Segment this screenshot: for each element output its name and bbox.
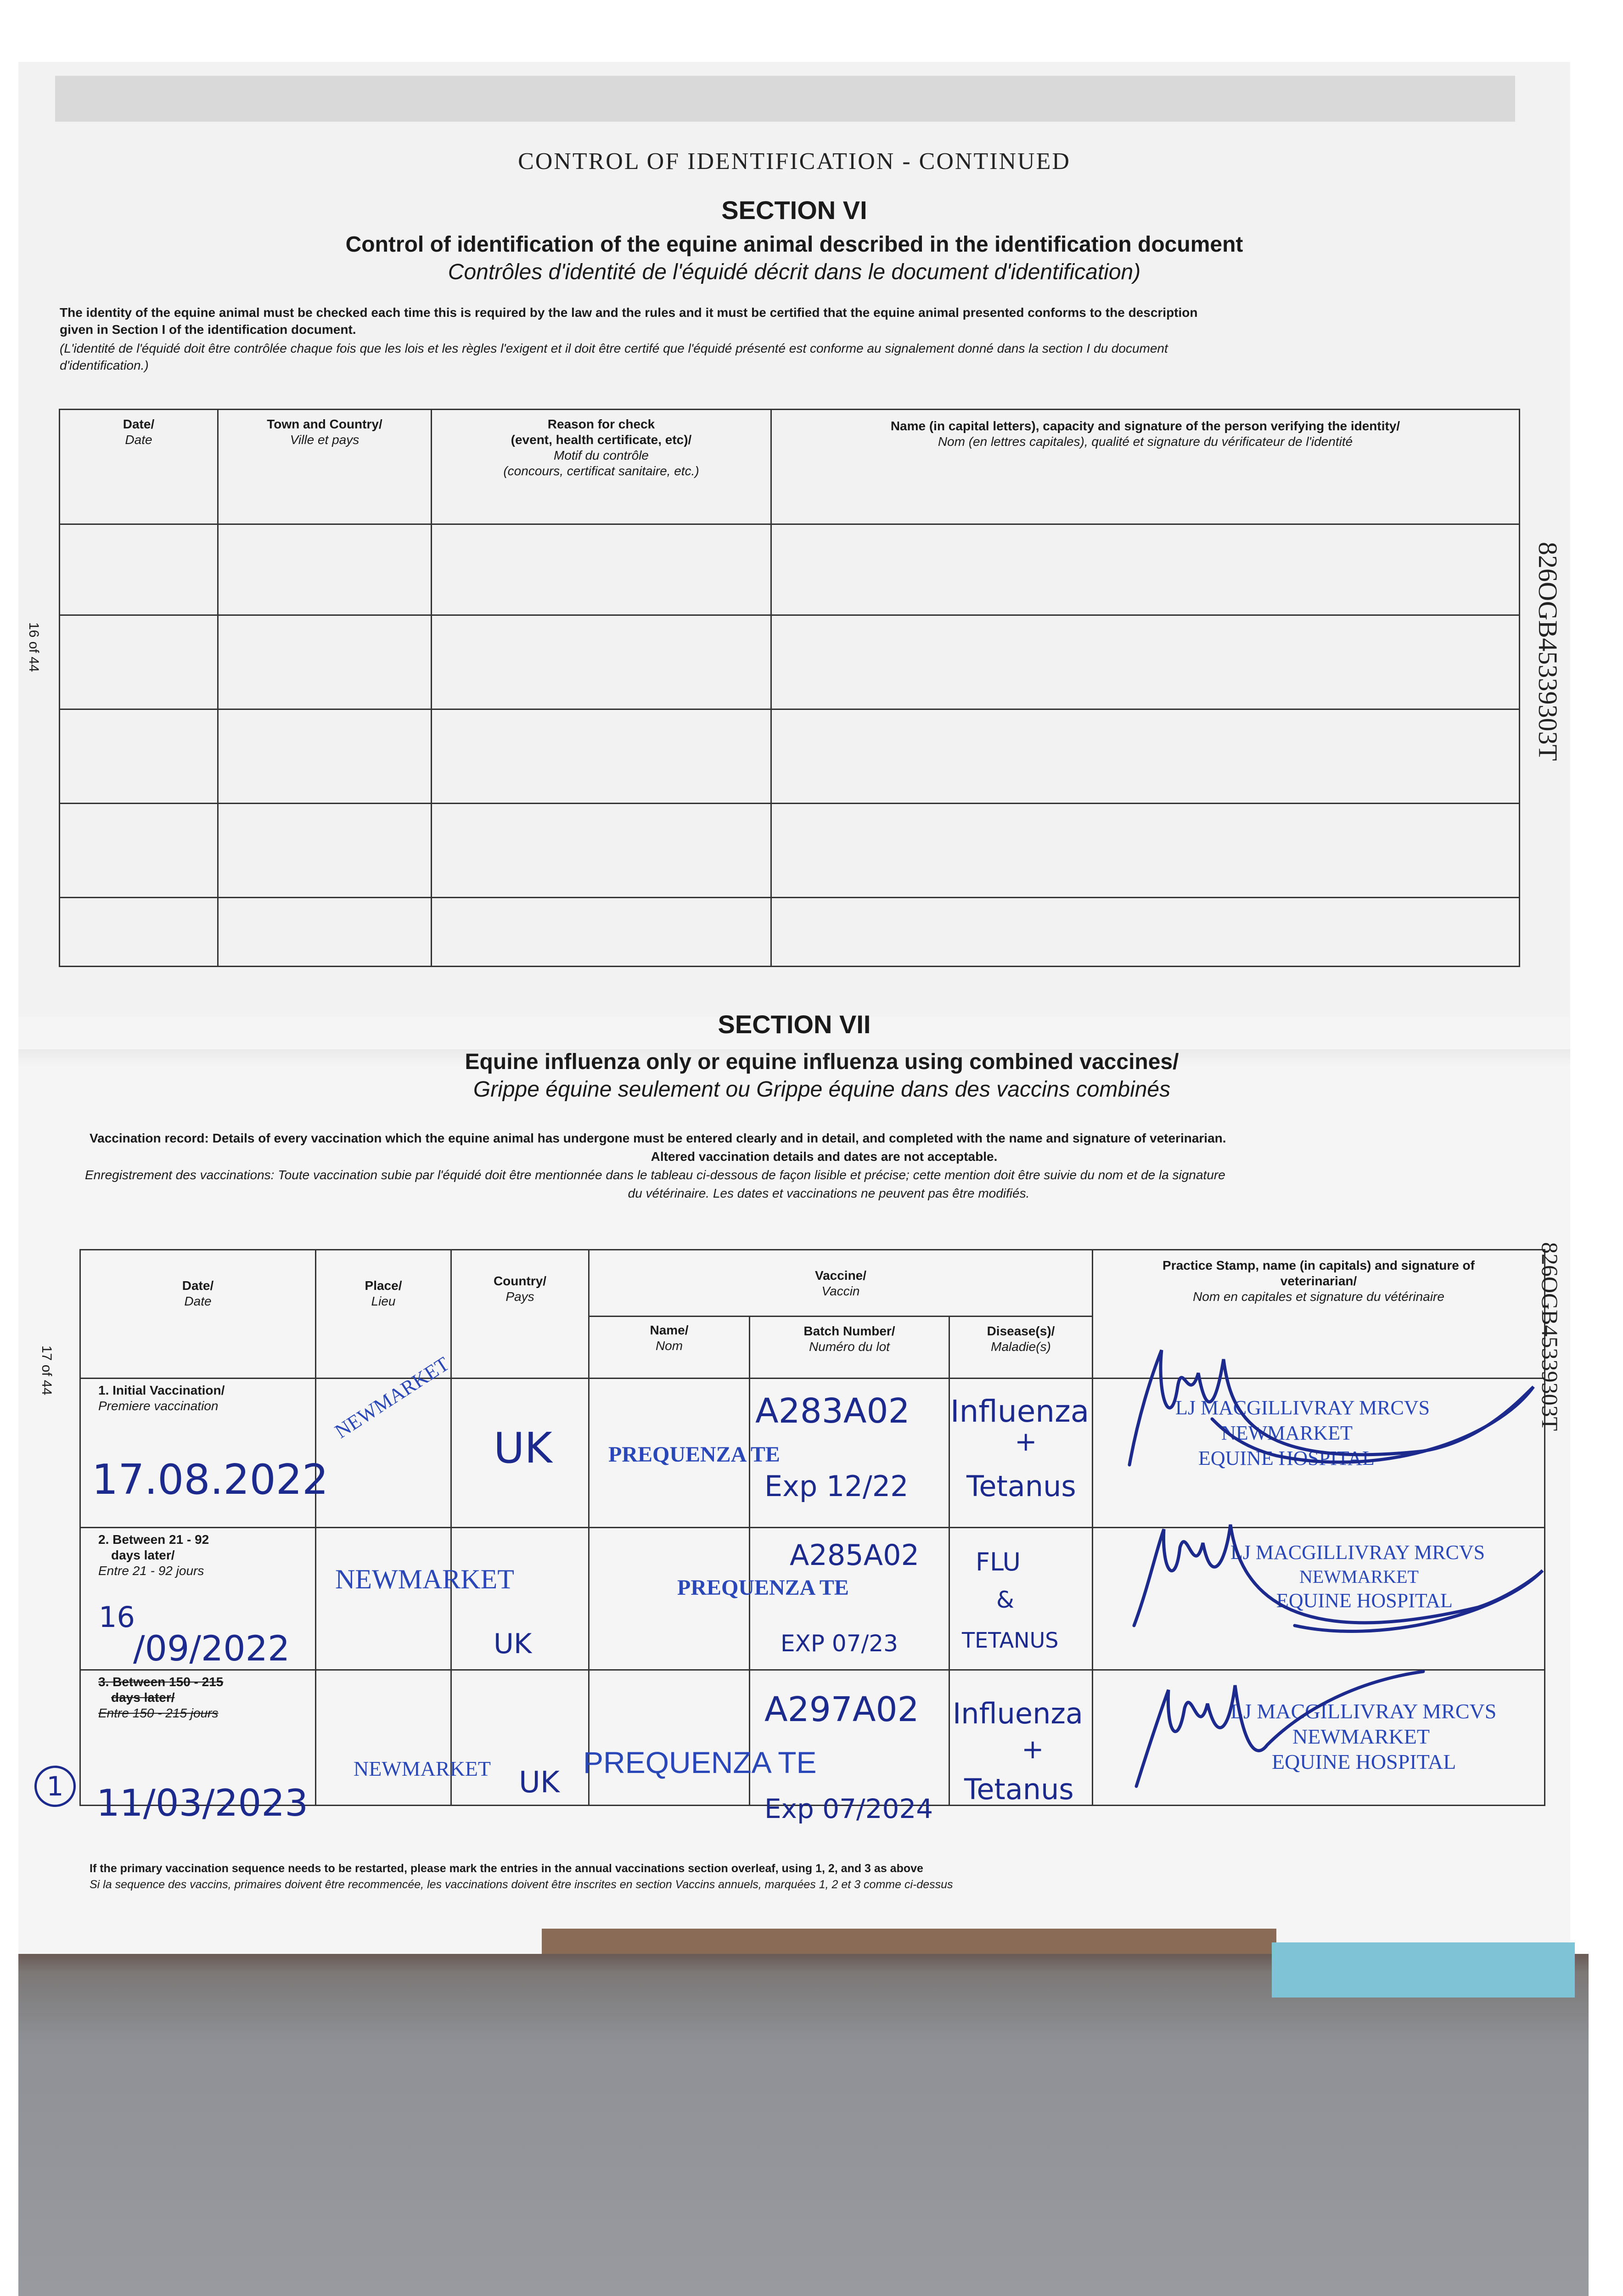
passport-number: 826OGB45339303T — [1533, 542, 1563, 761]
place-stamp: NEWMARKET — [331, 1352, 454, 1443]
vet-stamp-line-2: NEWMARKET — [1299, 1566, 1419, 1587]
col-vaccine-name: Name/ Nom — [650, 1323, 689, 1353]
disease-1: Influenza — [950, 1394, 1089, 1429]
col-town: Town and Country/ Ville et pays — [267, 417, 382, 447]
vet-signatures — [1102, 1332, 1561, 1837]
col-reason: Reason for check (event, health certificate, etc)/ Motif du contrôle (concours, certificat sanitaire, etc.) — [503, 417, 699, 478]
table-row — [60, 524, 1520, 615]
signature-1 — [1129, 1350, 1533, 1465]
vaccination-date: 11/03/2023 — [96, 1782, 309, 1824]
vet-stamp-line-3: EQUINE HOSPITAL — [1198, 1447, 1375, 1469]
row-label-initial: 1. Initial Vaccination/ Premiere vaccination — [98, 1383, 225, 1413]
row-label-second: 2. Between 21 - 92 days later/ Entre 21 - 92 jours — [98, 1532, 209, 1578]
signature-3 — [1136, 1671, 1423, 1786]
scanner-background — [18, 1954, 1589, 2296]
vet-stamp-line-1: LJ MACGILLIVRAY MRCVS — [1175, 1396, 1430, 1419]
scanner-edge — [542, 1929, 1276, 1956]
col-disease: Disease(s)/ Maladie(s) — [987, 1324, 1055, 1354]
page-number-bottom: 17 of 44 — [39, 1345, 54, 1396]
vet-stamp-line-1: LJ MACGILLIVRAY MRCVS — [1230, 1541, 1485, 1564]
vet-stamp-line-3: EQUINE HOSPITAL — [1272, 1750, 1456, 1773]
passport-number-partial: 826OGB45339303T — [1537, 1242, 1563, 1431]
blue-tab — [1272, 1942, 1575, 1998]
batch-expiry: EXP 07/23 — [781, 1630, 898, 1657]
signature-2 — [1134, 1525, 1543, 1632]
vaccination-date: 17.08.2022 — [92, 1456, 329, 1504]
section-vii-intro-en-1: Vaccination record: Details of every vaccination which the equine animal has undergone must be entered clearly and in detail, and completed with the name and signature of veterinarian. — [90, 1131, 1226, 1145]
section-vi-intro-fr-1: (L'identité de l'équidé doit être contrôlée chaque fois que les lois et les règles l'exigent et il doit être certifé que l'équidé présenté est conforme au signalement donné dans la section I du document — [60, 341, 1168, 355]
vaccination-date-day: 16 — [99, 1600, 135, 1634]
section-vii-subtitle-fr: Grippe équine seulement ou Grippe équine dans des vaccins combinés — [473, 1077, 1171, 1102]
vaccine-header-row — [80, 1250, 1545, 1317]
col-practice-stamp: Practice Stamp, name (in capitals) and signature of veterinarian/ Nom en capitales et signature du vétérinaire — [1162, 1258, 1475, 1304]
table-row — [60, 709, 1520, 804]
vet-stamp-line-2: NEWMARKET — [1221, 1422, 1353, 1444]
disease-2: & — [996, 1587, 1014, 1613]
section-vi-title: SECTION VI — [721, 196, 867, 225]
section-vi-subtitle-en: Control of identification of the equine animal described in the identification document — [345, 232, 1243, 257]
disease-2: + — [1015, 1426, 1037, 1457]
disease-1: FLU — [976, 1548, 1021, 1576]
disease-3: TETANUS — [962, 1628, 1059, 1653]
batch-number: A283A02 — [755, 1391, 910, 1431]
country: UK — [494, 1628, 532, 1660]
disease-2: + — [1022, 1733, 1044, 1765]
footnote-en: If the primary vaccination sequence needs to be restarted, please mark the entries in the annual vaccinations section overleaf, using 1, 2, and 3 as above — [90, 1862, 923, 1875]
vet-stamp-line-3: EQUINE HOSPITAL — [1276, 1589, 1453, 1612]
col-vaccine: Vaccine/ Vaccin — [814, 1268, 867, 1298]
batch-number: A285A02 — [790, 1538, 920, 1572]
section-vii-subtitle-en: Equine influenza only or equine influenza using combined vaccines/ — [465, 1050, 1179, 1074]
section-vi-intro-fr-2: d'identification.) — [60, 358, 149, 372]
batch-number: A297A02 — [764, 1690, 919, 1729]
section-vi-intro-en-1: The identity of the equine animal must be checked each time this is required by the law and the rules and it must be certified that the equine animal presented conforms to the description — [60, 305, 1198, 320]
table-row — [60, 804, 1520, 898]
batch-expiry: Exp 07/2024 — [764, 1793, 933, 1824]
control-title: CONTROL OF IDENTIFICATION - CONTINUED — [518, 148, 1071, 174]
vaccination-date-rest: /09/2022 — [133, 1628, 290, 1669]
vet-stamp-line-2: NEWMARKET — [1292, 1725, 1430, 1748]
footnote-fr: Si la sequence des vaccins, primaires doivent être recommencée, les vaccinations doivent être inscrites en section Vaccins annuels, marquées 1, 2 et 3 comme ci-dessus — [90, 1878, 953, 1891]
place-stamp: NEWMARKET — [354, 1757, 491, 1780]
section-vii-intro-fr-2: du vétérinaire. Les dates et vaccinations ne peuvent pas être modifiés. — [628, 1186, 1030, 1200]
section-vii-intro-fr-1: Enregistrement des vaccinations: Toute vaccination subie par l'équidé doit être mentionnée dans le tableau ci-dessous de façon lisible et précise; cette mention doit être suivie du nom et de la signature — [85, 1168, 1225, 1182]
vet-stamp-line-1: LJ MACGILLIVRAY MRCVS — [1230, 1699, 1497, 1723]
restart-marker: 1 — [34, 1766, 76, 1807]
col-batch-number: Batch Number/ Numéro du lot — [803, 1324, 895, 1354]
col-country: Country/ Pays — [493, 1274, 547, 1304]
col-verifier: Name (in capital letters), capacity and signature of the person verifying the identity/ Nom (en lettres capitales), qualité et signature du vérificateur de l'identité — [890, 419, 1400, 449]
disease-1: Influenza — [953, 1697, 1083, 1730]
vaccine-name-stamp: PREQUENZA TE — [608, 1442, 780, 1467]
col-place: Place/ Lieu — [365, 1278, 402, 1308]
section-vii-intro-en-2: Altered vaccination details and dates are not acceptable. — [651, 1149, 998, 1164]
col-date: Date/ Date — [123, 417, 155, 447]
disease-3: Tetanus — [964, 1773, 1074, 1806]
disease-3: Tetanus — [966, 1469, 1076, 1503]
row-label-third: 3. Between 150 - 215 days later/ Entre 150 - 215 jours — [98, 1675, 224, 1720]
table-row — [60, 615, 1520, 709]
country: UK — [519, 1766, 560, 1800]
section-vi-intro-en-2: given in Section I of the identification document. — [60, 322, 356, 337]
vaccine-name-stamp: PREQUENZA TE — [583, 1745, 817, 1779]
country: UK — [494, 1424, 552, 1473]
col-date: Date/ Date — [182, 1278, 214, 1308]
batch-expiry: Exp 12/22 — [764, 1469, 909, 1503]
page-number-top: 16 of 44 — [26, 622, 41, 672]
section-vii-title: SECTION VII — [718, 1010, 871, 1039]
section-vi-subtitle-fr: Contrôles d'identité de l'équidé décrit dans le document d'identification) — [448, 260, 1141, 284]
header-bar — [55, 76, 1515, 122]
table-row — [60, 898, 1520, 967]
vaccine-name-stamp: PREQUENZA TE — [677, 1576, 849, 1600]
place-stamp: NEWMARKET — [335, 1564, 514, 1594]
identity-check-table — [59, 409, 1520, 967]
table-header-row — [60, 410, 1520, 524]
